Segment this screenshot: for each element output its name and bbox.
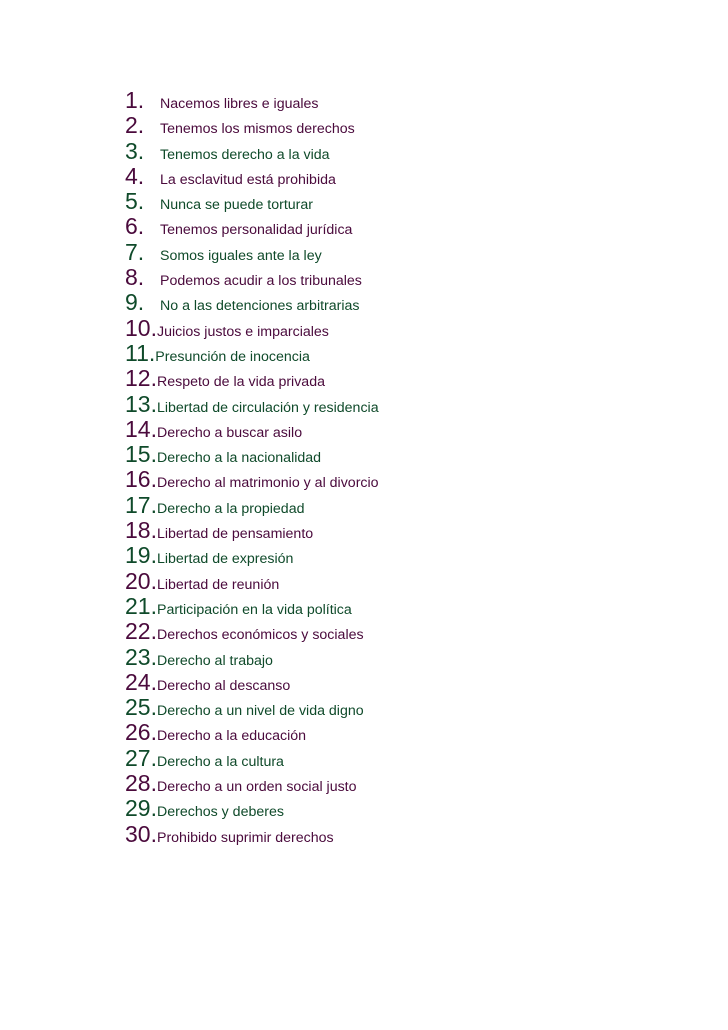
list-item-text: No a las detenciones arbitrarias [160, 298, 360, 315]
list-item-number: 14. [125, 415, 157, 442]
list-item-text: Derecho a la nacionalidad [156, 450, 322, 467]
list-item [125, 265, 379, 290]
list-item-text: Tenemos derecho a la vida [160, 146, 330, 163]
list-item-text: Libertad de pensamiento [156, 526, 314, 543]
list-item-number: 17. [125, 491, 157, 518]
list-item [125, 569, 379, 594]
list-item-number: 6. [125, 213, 145, 240]
list-item-text: Derecho al descanso [156, 677, 291, 694]
list-item [125, 619, 379, 644]
list-item-number: 3. [125, 137, 145, 164]
list-item [125, 670, 379, 695]
list-item-text: Participación en la vida política [156, 601, 352, 618]
list-item [125, 341, 379, 366]
list-item [125, 543, 379, 568]
list-item [125, 113, 379, 138]
list-item [125, 518, 379, 543]
list-item [125, 392, 379, 417]
list-item-number: 7. [125, 238, 145, 265]
list-item-number: 22. [125, 618, 157, 645]
list-item-text: Prohibido suprimir derechos [156, 829, 334, 846]
list-item-number: 9. [125, 289, 145, 316]
list-item-number: 5. [125, 188, 145, 215]
list-item [125, 189, 379, 214]
list-item-text: Podemos acudir a los tribunales [160, 273, 362, 290]
list-item-text: Derecho a un nivel de vida digno [156, 703, 364, 720]
list-item-number: 27. [125, 744, 157, 771]
list-item-text: Tenemos los mismos derechos [160, 121, 355, 138]
list-item-text: Respeto de la vida privada [156, 374, 325, 391]
list-item-text: Derecho al trabajo [156, 652, 273, 669]
list-item-text: Derechos económicos y sociales [156, 627, 364, 644]
list-item [125, 771, 379, 796]
list-item-text: Derecho a la educación [156, 728, 307, 745]
list-item-number: 4. [125, 162, 145, 189]
list-item-text: Libertad de expresión [156, 551, 294, 568]
list-item-number: 13. [125, 390, 157, 417]
list-item-number: 23. [125, 643, 157, 670]
list-item [125, 467, 379, 492]
list-item-text: Derecho a buscar asilo [156, 424, 303, 441]
list-item-text: Somos iguales ante la ley [160, 247, 322, 264]
list-item-text: Libertad de circulación y residencia [156, 399, 379, 416]
list-item-number: 2. [125, 112, 145, 139]
list-item-number: 11. [125, 339, 156, 366]
list-item-number: 19. [125, 542, 157, 569]
list-item-number: 8. [125, 264, 145, 291]
list-item-number: 25. [125, 694, 157, 721]
list-item [125, 214, 379, 239]
list-item-text: Juicios justos e imparciales [156, 323, 329, 340]
list-item-number: 12. [125, 365, 157, 392]
list-item-text: Derecho a un orden social justo [156, 779, 357, 796]
list-item-text: Nacemos libres e iguales [160, 96, 319, 112]
list-item-number: 1. [125, 87, 145, 113]
list-item [125, 594, 379, 619]
list-item [125, 88, 379, 113]
list-item-number: 21. [125, 592, 157, 619]
list-item-text: Tenemos personalidad jurídica [160, 222, 353, 239]
list-item [125, 290, 379, 315]
list-item [125, 822, 379, 847]
list-item-text: Presunción de inocencia [155, 348, 310, 365]
list-item-number: 26. [125, 719, 157, 746]
list-item-number: 10. [125, 314, 157, 341]
list-item-number: 15. [125, 441, 157, 468]
list-item-number: 30. [125, 820, 157, 847]
list-item-number: 24. [125, 668, 157, 695]
list-item-text: Nunca se puede torturar [160, 197, 314, 214]
list-item [125, 695, 379, 720]
list-item-number: 29. [125, 795, 157, 822]
list-item-text: Libertad de reunión [156, 576, 280, 593]
list-item-number: 16. [125, 466, 157, 493]
list-item [125, 164, 379, 189]
list-item-text: Derecho a la propiedad [156, 500, 305, 517]
list-item-text: Derechos y deberes [156, 804, 284, 821]
list-item [125, 442, 379, 467]
list-item-number: 20. [125, 567, 157, 594]
list-item [125, 366, 379, 391]
list-item-number: 18. [125, 517, 157, 544]
list-item-number: 28. [125, 770, 157, 797]
list-item [125, 746, 379, 771]
list-item-text: La esclavitud está prohibida [160, 171, 336, 188]
list-item-text: Derecho a la cultura [156, 753, 284, 770]
list-item-text: Derecho al matrimonio y al divorcio [156, 475, 379, 492]
rights-list [125, 88, 379, 847]
